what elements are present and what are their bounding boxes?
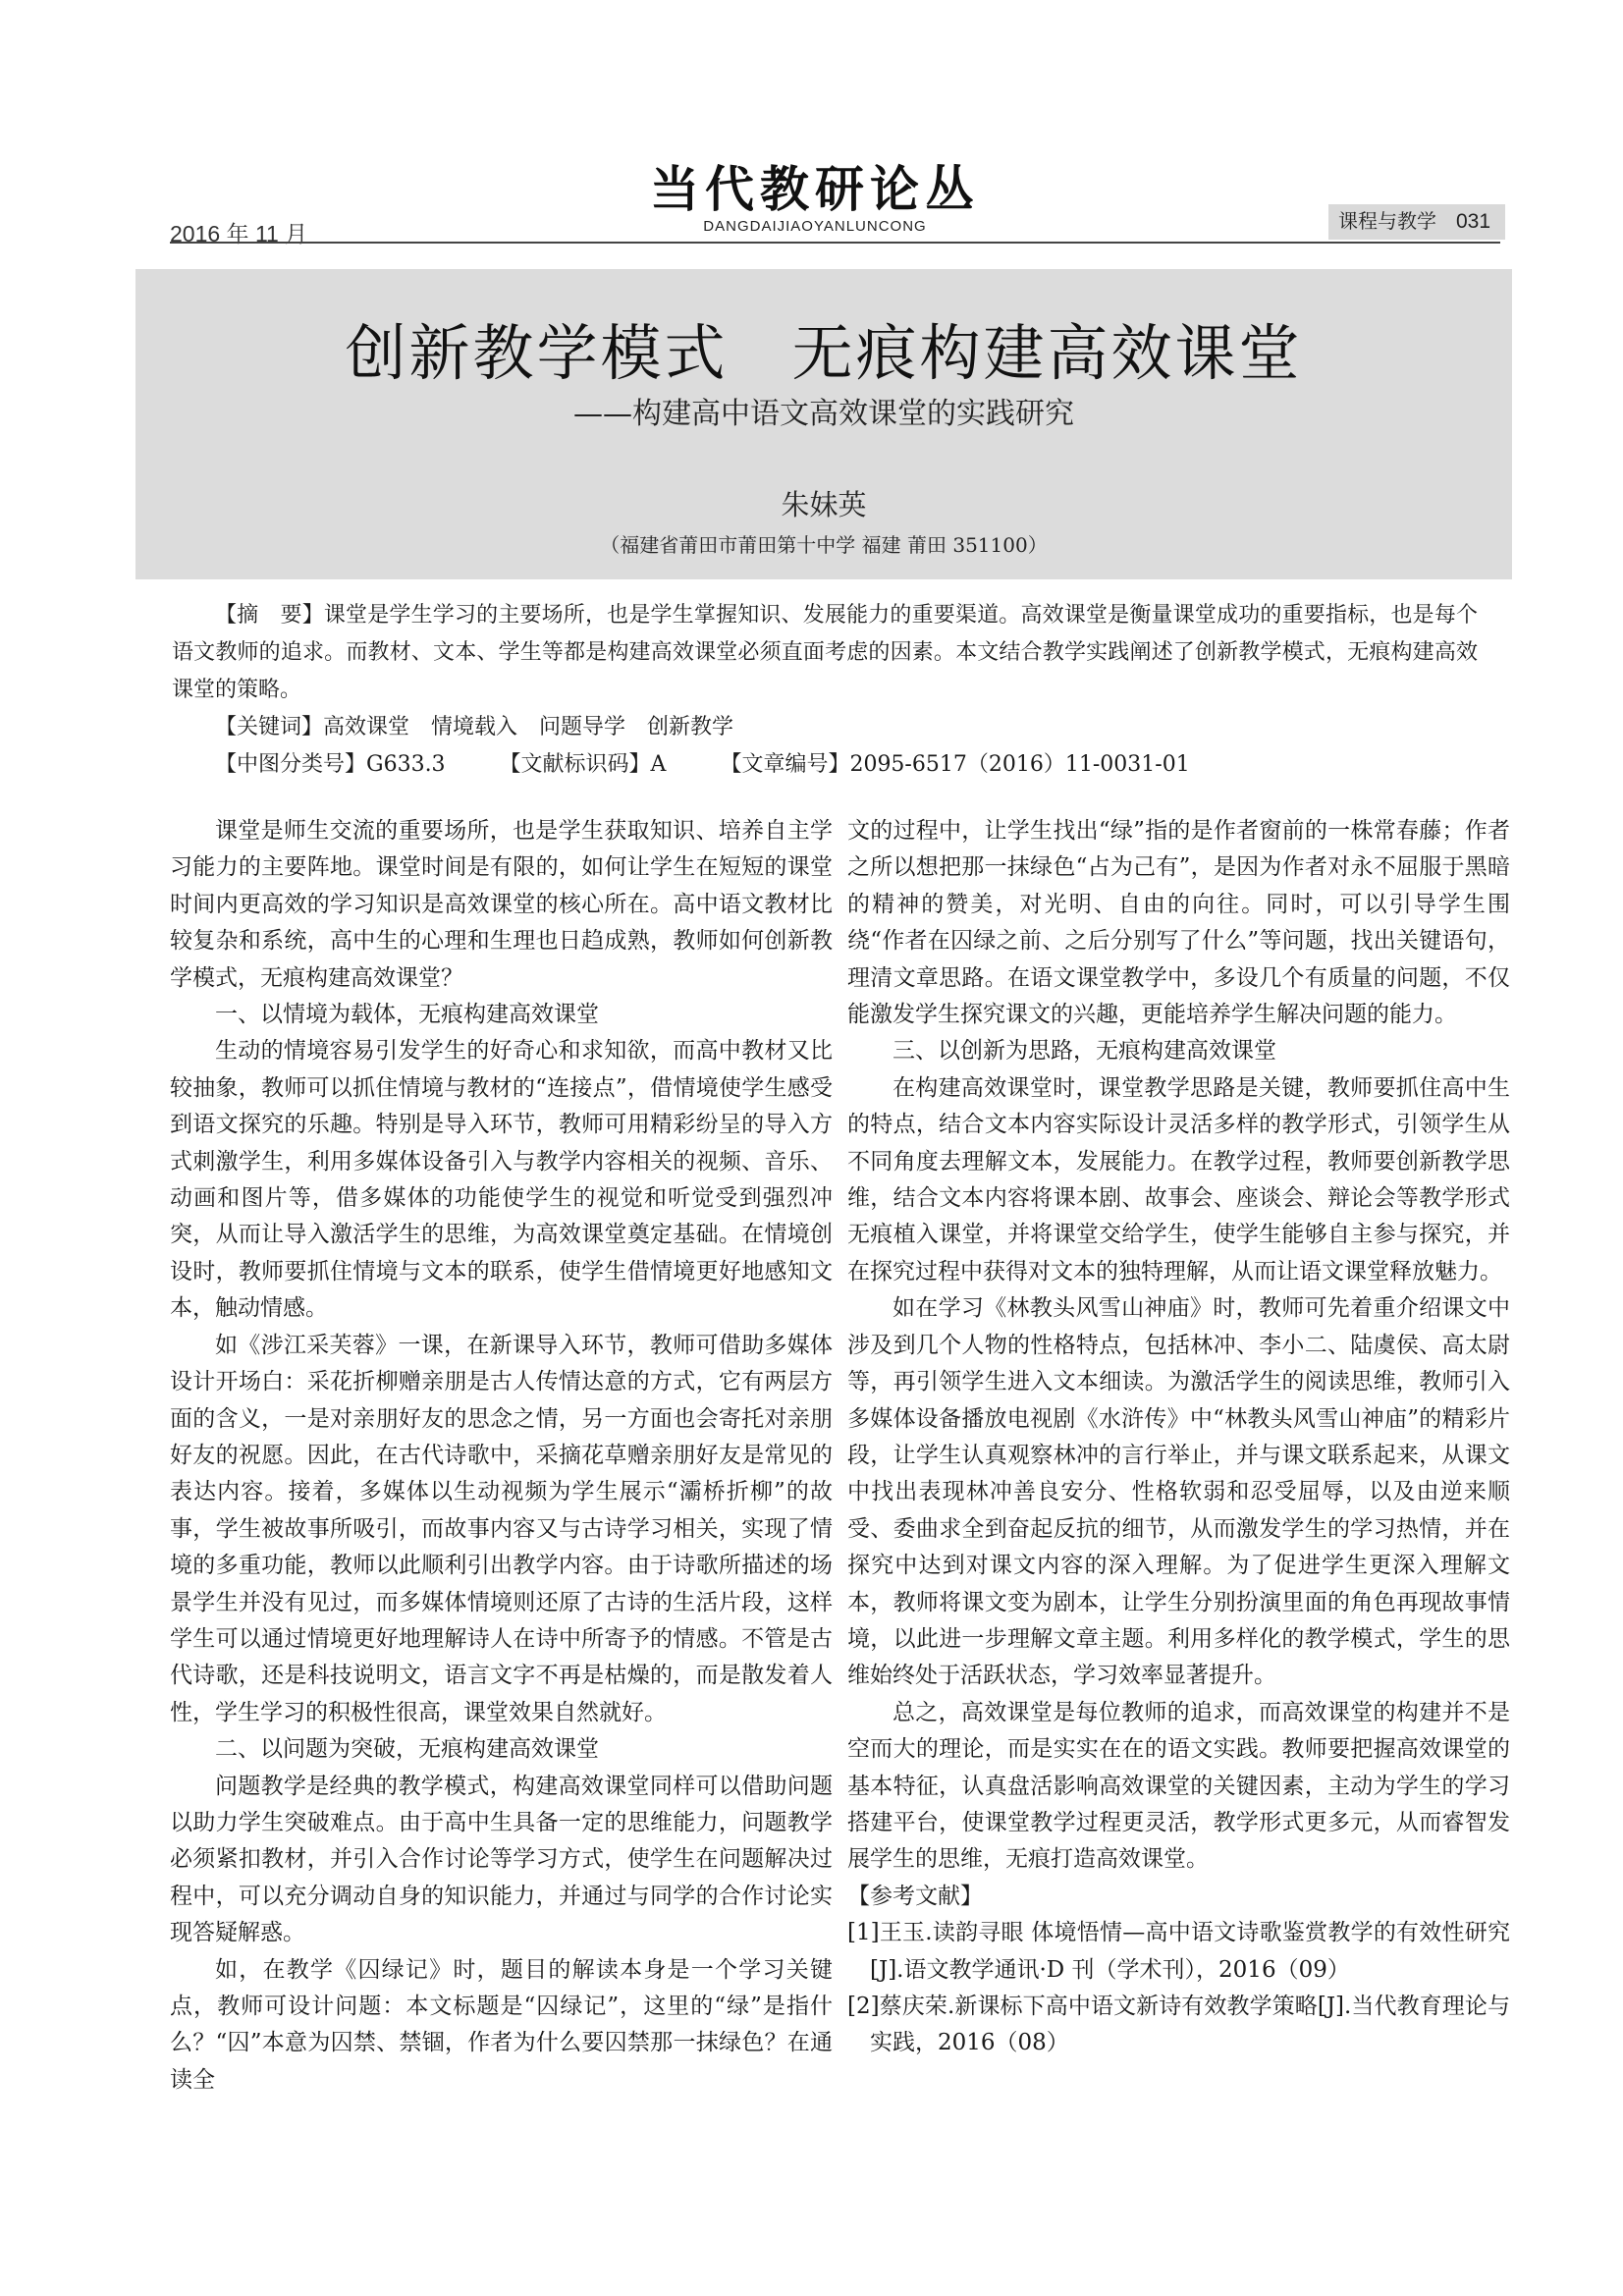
abstract-block	[172, 597, 1478, 784]
section-heading: 三、以创新为思路，无痕构建高效课堂	[893, 1038, 1276, 1065]
journal-name: 当代教研论丛	[650, 160, 980, 218]
paragraph: 课堂是师生交流的重要场所，也是学生获取知识、培养自主学习能力的主要阵地。课堂时间是有限的，如何让学生在短短的课堂时间内更高效的学习知识是高效课堂的核心所在。高中语文教材比较复杂和系统，高中生的心理和生理也日趋成熟，教师如何创新教学模式，无痕构建高效课堂？	[170, 818, 833, 991]
body-column-right	[847, 813, 1510, 2062]
paragraph: 问题教学是经典的教学模式，构建高效课堂同样可以借助问题以助力学生突破难点。由于高中生具备一定的思维能力，问题教学必须紧扣教材，并引入合作讨论等学习方式，使学生在问题解决过程中，可以充分调动自身的知识能力，并通过与同学的合作讨论实现答疑解惑。	[170, 1773, 833, 1946]
section-tab	[1328, 204, 1505, 240]
keywords-line: 【关键词】高效课堂 情境载入 问题导学 创新教学	[215, 715, 734, 739]
paragraph: 如，在教学《囚绿记》时，题目的解读本身是一个学习关键点，教师可设计问题：本文标题是“囚绿记”，这里的“绿”是指什么？“囚”本意为囚禁、禁锢，作者为什么要囚禁那一抹绿色？在通读全	[170, 1956, 833, 2093]
author-name: 朱妹英	[781, 488, 867, 521]
section-heading: 二、以问题为突破，无痕构建高效课堂	[215, 1736, 599, 1763]
references-heading: 【参考文献】	[847, 1883, 983, 1909]
issue-date: 2016 年 11 月	[170, 221, 308, 246]
reference-item: [1]王玉.读韵寻眼 体境悟情—高中语文诗歌鉴赏教学的有效性研究[J].语文教学通讯·D 刊（学术刊），2016（09）	[847, 1920, 1510, 1983]
reference-item: [2]蔡庆荣.新课标下高中语文新诗有效教学策略[J].当代教育理论与实践，2016（08）	[847, 1994, 1510, 2056]
paragraph: 在构建高效课堂时，课堂教学思路是关键，教师要抓住高中生的特点，结合文本内容实际设计灵活多样的教学形式，引领学生从不同角度去理解文本，发展能力。在教学过程，教师要创新教学思维，结合文本内容将课本剧、故事会、座谈会、辩论会等教学形式无痕植入课堂，并将课堂交给学生，使学生能够自主参与探究，并在探究过程中获得对文本的独特理解，从而让语文课堂释放魅力。	[847, 1074, 1510, 1285]
paragraph: 文的过程中，让学生找出“绿”指的是作者窗前的一株常春藤；作者之所以想把那一抹绿色“占为己有”，是因为作者对永不屈服于黑暗的精神的赞美，对光明、自由的向往。同时，可以引导学生围绕“作者在囚绿之前、之后分别写了什么”等问题，找出关键语句，理清文章思路。在语文课堂教学中，多设几个有质量的问题，不仅能激发学生探究课文的兴趣，更能培养学生解决问题的能力。	[847, 818, 1510, 1028]
paragraph: 如《涉江采芙蓉》一课，在新课导入环节，教师可借助多媒体设计开场白：采花折柳赠亲朋是古人传情达意的方式，它有两层方面的含义，一是对亲朋好友的思念之情，另一方面也会寄托对亲朋好友的祝愿。因此，在古代诗歌中，采摘花草赠亲朋好友是常见的表达内容。接着，多媒体以生动视频为学生展示“灞桥折柳”的故事，学生被故事所吸引，而故事内容又与古诗学习相关，实现了情境的多重功能，教师以此顺利引出教学内容。由于诗歌所描述的场景学生并没有见过，而多媒体情境则还原了古诗的生活片段，这样学生可以通过情境更好地理解诗人在诗中所寄予的情感。不管是古代诗歌，还是科技说明文，语言文字不再是枯燥的，而是散发着人性，学生学习的积极性很高，课堂效果自然就好。	[170, 1332, 833, 1725]
section-label: 课程与教学	[1338, 211, 1436, 233]
paragraph: 生动的情境容易引发学生的好奇心和求知欲，而高中教材又比较抽象，教师可以抓住情境与教材的“连接点”，借情境使学生感受到语文探究的乐趣。特别是导入环节，教师可用精彩纷呈的导入方式刺激学生，利用多媒体设备引入与教学内容相关的视频、音乐、动画和图片等，借多媒体的功能使学生的视觉和听觉受到强烈冲突，从而让导入激活学生的思维，为高效课堂奠定基础。在情境创设时，教师要抓住情境与文本的联系，使学生借情境更好地感知文本，触动情感。	[170, 1038, 833, 1322]
section-heading: 一、以情境为载体，无痕构建高效课堂	[215, 1002, 599, 1028]
title-panel	[135, 269, 1512, 579]
paragraph: 如在学习《林教头风雪山神庙》时，教师可先着重介绍课文中涉及到几个人物的性格特点，包括林冲、李小二、陆虞侯、高太尉等，再引领学生进入文本细读。为激活学生的阅读思维，教师引入多媒体设备播放电视剧《水浒传》中“林教头风雪山神庙”的精彩片段，让学生认真观察林冲的言行举止，并与课文联系起来，从课文中找出表现林冲善良安分、性格软弱和忍受屈辱，以及由逆来顺受、委曲求全到奋起反抗的细节，从而激发学生的学习热情，并在探究中达到对课文内容的深入理解。为了促进学生更深入理解文本，教师将课文变为剧本，让学生分别扮演里面的角色再现故事情境，以此进一步理解文章主题。利用多样化的教学模式，学生的思维始终处于活跃状态，学习效率显著提升。	[847, 1295, 1510, 1689]
article-title: 创新教学模式 无痕构建高效课堂	[345, 317, 1303, 389]
article-subtitle: ——构建高中语文高效课堂的实践研究	[573, 397, 1074, 431]
paragraph: 总之，高效课堂是每位教师的追求，而高效课堂的构建并不是空而大的理论，而是实实在在的语文实践。教师要把握高效课堂的基本特征，认真盘活影响高效课堂的关键因素，主动为学生的学习搭建平台，使课堂教学过程更灵活，教学形式更多元，从而睿智发展学生的思维，无痕打造高效课堂。	[847, 1699, 1510, 1873]
body-column-left	[170, 813, 833, 2099]
page-number: 031	[1456, 210, 1491, 233]
journal-logo	[628, 160, 1001, 235]
author-affiliation: （福建省莆田市莆田第十中学 福建 莆田 351100）	[600, 533, 1048, 557]
journal-pinyin: DANGDAIJIAOYANLUNCONG	[703, 218, 927, 235]
classification-line: 【中图分类号】G633.3 【文献标识码】A 【文章编号】2095-6517（2016）11-0031-01	[215, 752, 1190, 777]
abstract-text: 【摘 要】课堂是学生学习的主要场所，也是学生掌握知识、发展能力的重要渠道。高效课堂是衡量课堂成功的重要指标，也是每个语文教师的追求。而教材、文本、学生等都是构建高效课堂必须直面考虑的因素。本文结合教学实践阐述了创新教学模式，无痕构建高效课堂的策略。	[172, 603, 1478, 702]
header-rule	[170, 242, 1500, 244]
